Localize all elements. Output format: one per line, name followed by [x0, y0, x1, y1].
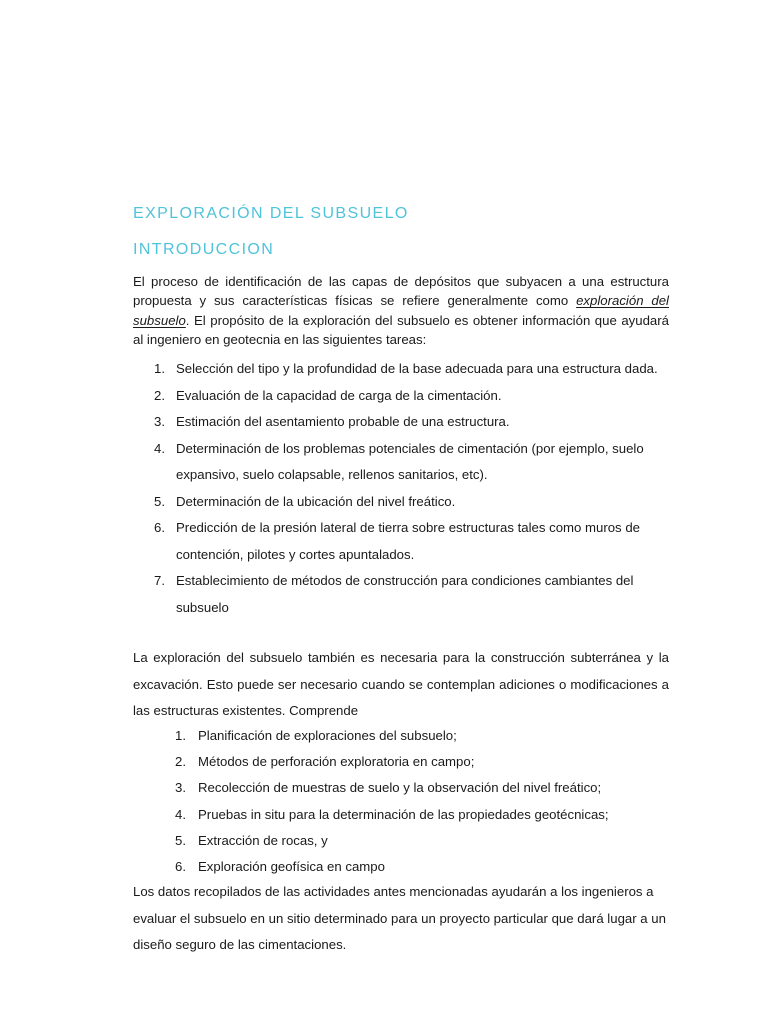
list-item — [133, 802, 669, 828]
list-item — [133, 568, 669, 621]
list-item — [133, 828, 669, 854]
list-item-text: Predicción de la presión lateral de tierra sobre estructuras tales como muros de contención, pilotes y cortes apuntalados. — [176, 520, 640, 562]
list-item-number: 2. — [154, 387, 165, 403]
list-item-number: 2. — [175, 754, 186, 770]
section-heading-introduccion: INTRODUCCION — [133, 241, 275, 258]
intro-term: exploración del subsuelo — [133, 293, 669, 328]
list-item — [133, 356, 669, 383]
list-item-number: 4. — [154, 440, 165, 456]
list-item — [133, 515, 669, 568]
list-item-text: Establecimiento de métodos de construcción para condiciones cambiantes del subsuelo — [176, 573, 634, 615]
list-item — [133, 749, 669, 775]
intro-text-part1: El proceso de identificación de las capas de depósitos que subyacen a una estructura propuesta y sus características físicas se refiere generalmente como — [133, 274, 669, 309]
list-item-text: Métodos de perforación exploratoria en campo; — [198, 754, 475, 770]
list-item — [133, 489, 669, 516]
task-list — [133, 356, 669, 621]
list-item — [133, 383, 669, 410]
list-item-number: 6. — [175, 859, 186, 875]
list-item-text: Pruebas in situ para la determinación de las propiedades geotécnicas; — [198, 806, 609, 822]
list-item-number: 7. — [154, 573, 165, 588]
list-item-number: 5. — [154, 493, 165, 509]
list-item-text: Selección del tipo y la profundidad de la base adecuada para una estructura dada. — [176, 361, 658, 376]
intro-text-part2: . El propósito de la exploración del subsuelo es obtener información que ayudará al ingeniero en geotecnia en las siguientes tareas: — [133, 312, 669, 347]
list-item-number: 6. — [154, 520, 165, 535]
list-item-text: Evaluación de la capacidad de carga de la cimentación. — [176, 387, 502, 403]
list-item-text: Planificación de exploraciones del subsuelo; — [198, 728, 457, 743]
list-item-text: Extracción de rocas, y — [198, 832, 328, 848]
body-paragraph-2: La exploración del subsuelo también es necesaria para la construcción subterránea y la excavación. Esto puede ser necesario cuando se contemplan adiciones o modificaciones a las estructuras existentes. Comprende — [133, 650, 669, 718]
list-item — [133, 854, 669, 880]
list-item-number: 5. — [175, 832, 186, 848]
list-item-text: Determinación de la ubicación del nivel freático. — [176, 493, 456, 509]
list-item-text: Recolección de muestras de suelo y la observación del nivel freático; — [198, 780, 602, 796]
list-item-number: 1. — [154, 361, 165, 376]
list-item-number: 3. — [154, 414, 165, 429]
body-paragraph-3: Los datos recopilados de las actividades antes mencionadas ayudarán a los ingenieros a evaluar el subsuelo en un sitio determinado para un proyecto particular que dará lugar a un diseño seguro de las cimentaciones. — [133, 884, 666, 952]
list-item — [133, 409, 669, 436]
list-item — [133, 775, 669, 801]
activity-list — [133, 723, 669, 880]
list-item-number: 1. — [175, 728, 186, 743]
document-title: EXPLORACIÓN DEL SUBSUELO — [133, 205, 409, 222]
list-item-text: Determinación de los problemas potenciales de cimentación (por ejemplo, suelo expansivo, suelo colapsable, rellenos sanitarios, etc). — [176, 440, 644, 482]
list-item-text: Estimación del asentamiento probable de una estructura. — [176, 414, 510, 429]
list-item — [133, 436, 669, 489]
list-item — [133, 723, 669, 749]
list-item-number: 3. — [175, 780, 186, 796]
list-item-text: Exploración geofísica en campo — [198, 859, 385, 875]
intro-paragraph — [133, 272, 669, 349]
list-item-number: 4. — [175, 806, 186, 822]
